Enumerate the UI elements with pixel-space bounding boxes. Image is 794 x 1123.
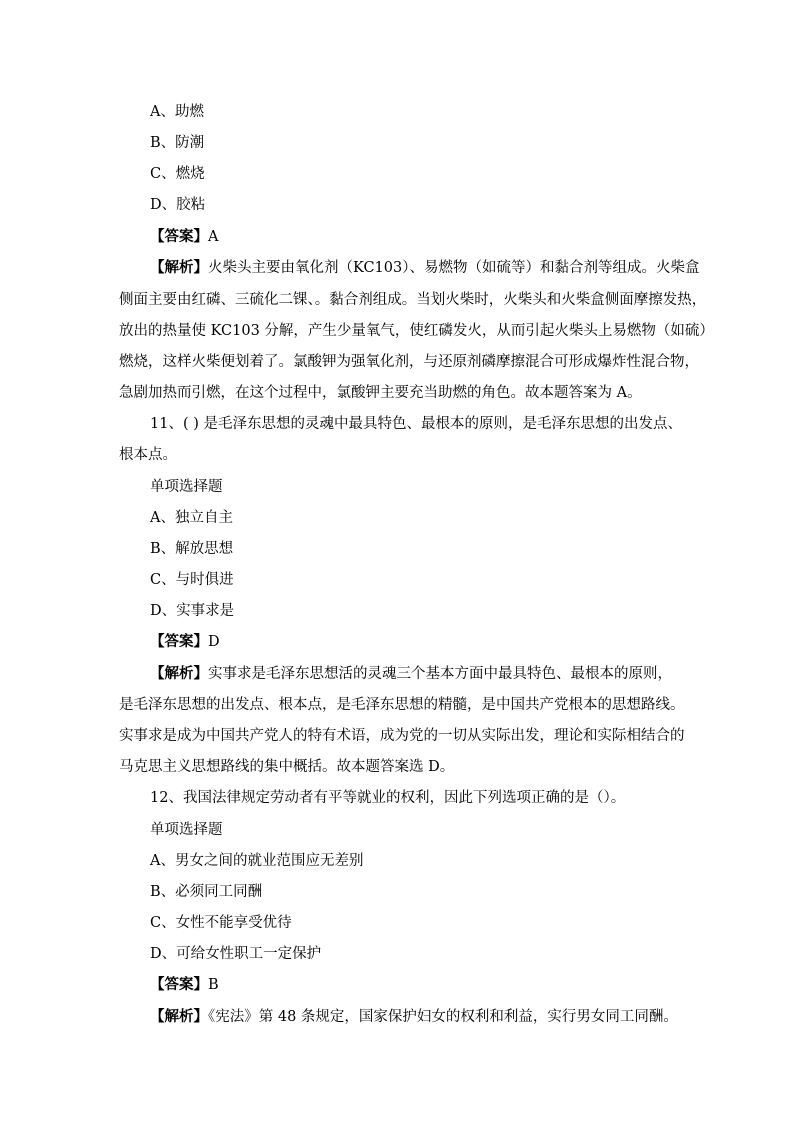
q10-answer [150,227,218,247]
q11-analysis-line-2: 是毛泽东思想的出发点、根本点，是毛泽东思想的精髓，是中国共产党根本的思想路线。 [119,697,685,713]
q11-option-d: D、实事求是 [150,603,235,619]
q12-analysis-line-1 [150,1007,678,1027]
q12-option-d: D、可给女性职工一定保护 [150,946,322,962]
q10-answer-label: 【答案】 [150,228,208,245]
q10-analysis-label: 【解析】 [150,259,208,276]
q10-analysis-line-1 [150,258,699,278]
q11-answer [150,632,220,652]
q12-analysis-text-1: 《宪法》第 48 条规定，国家保护妇女的权利和利益，实行男女同工同酬。 [208,1009,678,1025]
q12-answer-value: B [208,977,219,993]
q11-type: 单项选择题 [150,479,223,495]
q10-analysis-line-3: 放出的热量使 KC103 分解，产生少量氧气，使红磷发火，从而引起火柴头上易燃物（如硫） [119,323,714,339]
q11-answer-label: 【答案】 [150,633,208,650]
q10-analysis-line-4: 燃烧，这样火柴便划着了。氯酸钾为强氧化剂，与还原剂磷摩擦混合可形成爆炸性混合物， [119,354,699,370]
q11-analysis-line-4: 马克思主义思想路线的集中概括。故本题答案选 D。 [119,759,455,775]
q11-answer-value: D [208,634,220,650]
q11-option-a: A、独立自主 [150,510,233,526]
q10-option-a: A、助燃 [150,104,204,120]
q12-analysis-label: 【解析】 [150,1008,208,1025]
q11-option-b: B、解放思想 [150,541,234,557]
q12-option-a: A、男女之间的就业范围应无差别 [150,853,364,869]
q11-analysis-line-3: 实事求是成为中国共产党人的特有术语，成为党的一切从实际出发，理论和实际相结合的 [119,728,685,744]
q11-option-c: C、与时俱进 [150,572,234,588]
q10-option-b: B、防潮 [150,135,205,151]
q10-analysis-line-2: 侧面主要由红磷、三硫化二锞、。黏合剂组成。当划火柴时，火柴头和火柴盒侧面摩擦发热， [119,292,707,308]
q11-analysis-text-1: 实事求是毛泽东思想活的灵魂三个基本方面中最具特色、最根本的原则， [208,666,672,682]
q11-analysis-line-1 [150,664,672,684]
q12-type: 单项选择题 [150,822,223,838]
q12-answer-label: 【答案】 [150,976,208,993]
q10-option-d: D、胶粘 [150,197,206,213]
q12-answer [150,975,219,995]
q12-option-b: B、必须同工同酬 [150,884,263,900]
q11-analysis-label: 【解析】 [150,665,208,682]
q10-answer-value: A [208,229,219,245]
q11-question-line-1: 11、( ) 是毛泽东思想的灵魂中最具特色、最根本的原则，是毛泽东思想的出发点、 [150,416,682,432]
q10-analysis-text-1: 火柴头主要由氧化剂（KC103）、易燃物（如硫等）和黏合剂等组成。火柴盒 [208,260,700,276]
q10-analysis-line-5: 急剧加热而引燃，在这个过程中，氯酸钾主要充当助燃的角色。故本题答案为 A。 [119,385,642,401]
q11-question-line-2: 根本点。 [119,447,177,463]
q10-option-c: C、燃烧 [150,166,205,182]
q12-option-c: C、女性不能享受优待 [150,915,292,931]
q12-question-line-1: 12、我国法律规定劳动者有平等就业的权利，因此下列选项正确的是（）。 [150,790,626,806]
